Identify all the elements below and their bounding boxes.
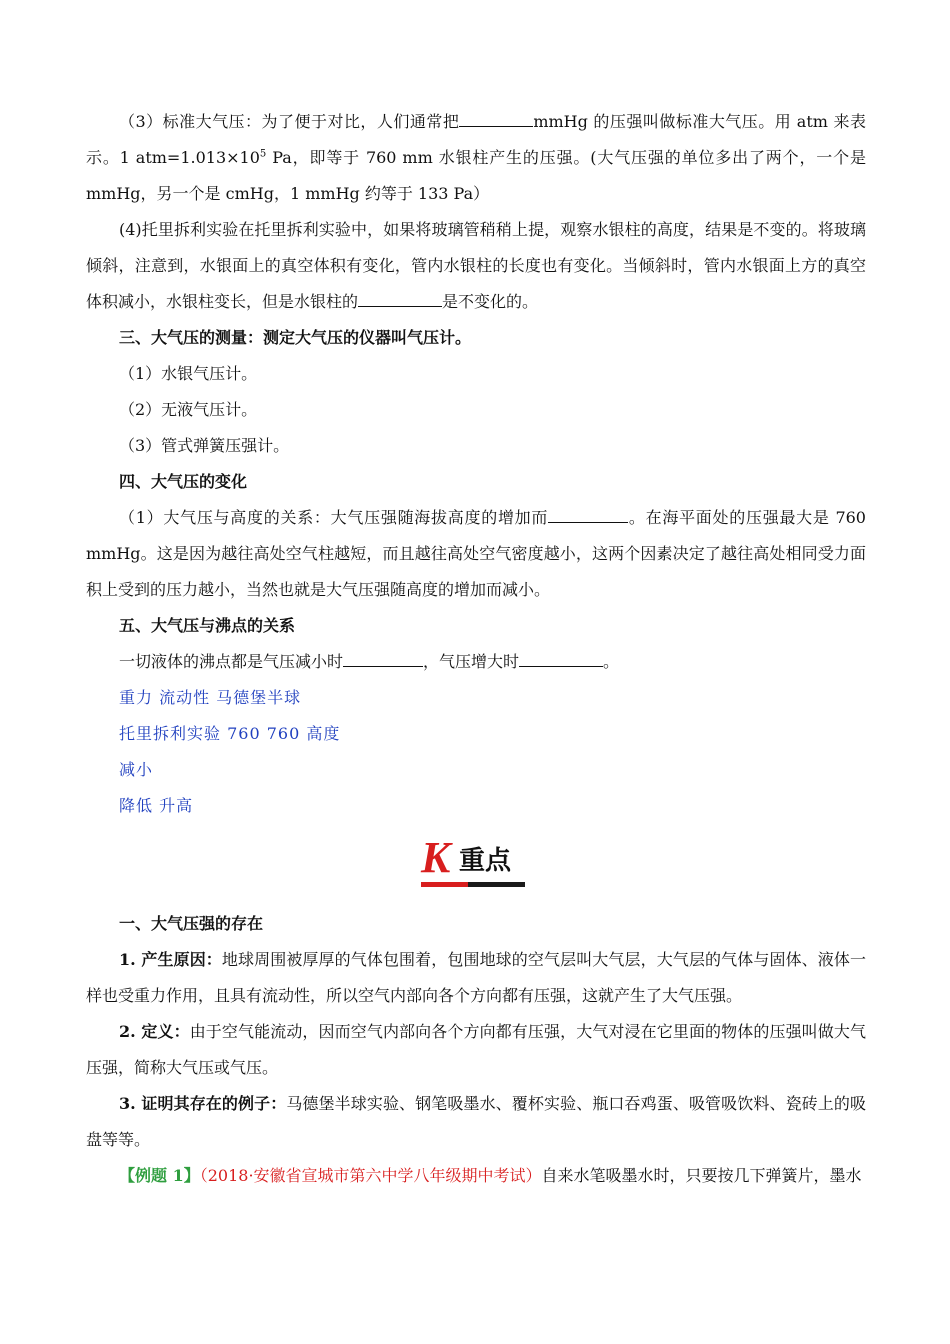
list-item: （3）管式弹簧压强计。	[119, 436, 290, 455]
paragraph-boiling: 一切液体的沸点都是气压减小时 ，气压增大时 。	[86, 644, 866, 680]
example-label: 【例题 1】	[119, 1166, 200, 1185]
paragraph-torricelli: (4)托里拆利实验在托里拆利实验中，如果将玻璃管稍稍上提，观察水银柱的高度，结果是不变的。将玻璃倾斜，注意到，水银面上的真空体积有变化，管内水银柱的长度也有变化。当倾斜时，管内水银面上方的真空体积减小，水银柱变长，但是水银柱的 是不变化的。	[86, 220, 866, 311]
example-source: （2018·安徽省宣城市第六中学八年级期中考试）	[199, 1166, 542, 1185]
paragraph-altitude: （1）大气压与高度的关系：大气压强随海拔高度的增加而 。在海平面处的压强最大是 760 mmHg。这是因为越往高处空气柱越短，而且越往高处空气密度越小，这两个因素决定了越往高处相同受力面积上受到的压力越小，当然也就是大气压强随高度的增加而减小。	[86, 500, 866, 608]
key-point-definition: 2. 定义：由于空气能流动，因而空气内部向各个方向都有压强，大气对浸在它里面的物体的压强叫做大气压强，简称大气压或气压。	[86, 1022, 866, 1077]
section-heading-measurement: 三、大气压的测量：测定大气压的仪器叫气压计。	[119, 328, 472, 347]
fill-blank[interactable]	[459, 108, 533, 127]
k-logo-letter: K	[421, 833, 451, 882]
fill-blank[interactable]	[358, 288, 442, 307]
paragraph-standard-pressure: （3）标准大气压：为了便于对比，人们通常把 mmHg 的压强叫做标准大气压。用 atm 来表示。1 $atm=1.013\times 10^5$ Pa，即等于 760 mm 水银柱产生的压强。(大气压强的单位多出了两个，一个是 mmHg，另一个是 cmHg，1 mmHg 约等于 133 Pa）	[86, 104, 866, 212]
section-heading-boiling: 五、大气压与沸点的关系	[119, 616, 296, 635]
answer-line: 减小	[119, 760, 154, 779]
key-point-cause: 1. 产生原因：地球周围被厚厚的气体包围着，包围地球的空气层叫大气层，大气层的气体与固体、液体一样也受重力作用，且具有流动性，所以空气内部向各个方向都有压强，这就产生了大气压强。	[86, 950, 866, 1005]
example-question: 【例题 1】（2018·安徽省宣城市第六中学八年级期中考试）自来水笔吸墨水时，只要按几下弹簧片，墨水	[119, 1166, 862, 1185]
answer-line: 重力 流动性 马德堡半球	[119, 688, 302, 707]
answer-line: 降低 升高	[119, 796, 194, 815]
fill-blank[interactable]	[343, 648, 423, 667]
fill-blank[interactable]	[519, 648, 603, 667]
key-points-banner	[86, 834, 866, 900]
banner-underline	[421, 882, 525, 887]
fill-blank[interactable]	[548, 504, 628, 523]
section-heading-change: 四、大气压的变化	[119, 472, 248, 491]
list-item: （1）水银气压计。	[119, 364, 258, 383]
banner-title: 重点	[459, 846, 512, 876]
list-item: （2）无液气压计。	[119, 400, 258, 419]
key-point-examples: 3. 证明其存在的例子：马德堡半球实验、钢笔吸墨水、覆杯实验、瓶口吞鸡蛋、吸管吸饮料、瓷砖上的吸盘等等。	[86, 1094, 866, 1149]
document-page	[86, 104, 866, 1194]
answer-line: 托里拆利实验 760 760 高度	[119, 724, 341, 743]
section-heading-existence: 一、大气压强的存在	[119, 914, 264, 933]
